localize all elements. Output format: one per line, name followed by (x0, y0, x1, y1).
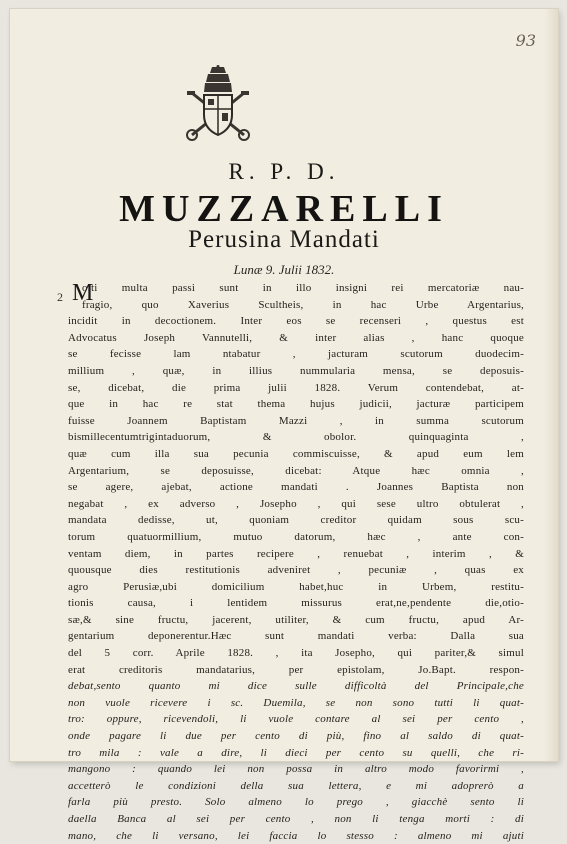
text-line: se, dicebat, die prima julii 1828. Verum contendebat, at- (68, 381, 524, 394)
text-line: tro: oppure, ricevendoli, li vuole contare al sei per cento , (68, 713, 524, 726)
text-line: se fecisse lam ntabatur , jacturam scutorum duodecim- (68, 348, 524, 361)
text-line: Argentarium, se deposuisse, dicebat: Atque hæc omnia , (68, 464, 524, 477)
text-line: se agere, ajebat, actione mandati . Joannes Baptista non (68, 481, 524, 494)
text-line: que in hac re stat thema hujus judicii, jacturæ participem (68, 398, 524, 411)
text-line: fuisse Joannem Baptistam Mazzi , in summa scutorum (68, 414, 524, 427)
document-date: Lunæ 9. Julii 1832. (233, 262, 335, 277)
text-line: quousque dies restitutionis adveniret , pecuniæ , quas ex (68, 564, 524, 577)
folio-number: 93 (515, 31, 536, 50)
text-line: gentarium deponerentur.Hæc sunt mandati verba: Dalla sua (68, 630, 524, 643)
text-line: olti multa passi sunt in illo insigni rei mercatoriæ nau- (82, 282, 524, 294)
text-line: fragio, quo Xaverius Scultheis, in hac Urbe Argentarius, (82, 298, 524, 311)
text-line: mangono : quando lei non possa in altro modo favorirmi , (68, 763, 524, 776)
text-line: onde pagare li due per cento di più, fino al saldo di quat- (68, 730, 524, 743)
text-line: debat,sento quanto mi dice sulle difficoltà del Principale,che (68, 680, 524, 693)
text-line: del 5 corr. Aprile 1828. , ita Josepho, qui pariter,& simul (68, 647, 524, 660)
text-line: agro Perusiæ,ubi domicilium habet,huc in Urbem, restitu- (68, 580, 524, 593)
text-line: tionis causa, i lentidem missurus erat,ne,pendente die,otio- (68, 597, 524, 610)
text-line: non vuole ricevere i sc. Duemila, se non sono tutti li quat- (68, 696, 524, 709)
body-text (68, 280, 524, 844)
text-line: incidit in decoctionem. Inter eos se recenseri , questus est (68, 315, 524, 328)
text-line: negabat , ex adverso , Josepho , qui sese ultro obtulerat , (68, 497, 524, 510)
drop-cap: M (72, 280, 94, 306)
text-line: millium , quæ, in illius nummularia mensa, se deposuis- (68, 364, 524, 377)
text-line: bismillecentumtrigintaduorum, & obolor. quinquaginta , (68, 431, 524, 444)
text-line: farla più presto. Solo almeno lo prego , giacchè sento li (68, 796, 524, 809)
text-line: torum quatuormillium, mutuo datorum, hæc , ante con- (68, 530, 524, 543)
title-name: MUZZARELLI (119, 188, 449, 230)
text-line: mano, che li versano, lei faccia lo stesso : almeno mi ajuti (68, 829, 524, 842)
text-line: tro mila : vale a dire, li dieci per cento su quelli, che ri- (68, 746, 524, 759)
papal-coat-of-arms-icon (182, 65, 254, 143)
document-page (10, 9, 558, 842)
title-subtitle: Perusina Mandati (188, 226, 380, 253)
text-line: sæ,& sine fructu, jacerent, utiliter, & cum fructu, apud Ar- (68, 613, 524, 626)
text-line: accetterò le condizioni della sua lettera, e mi adoprerò a (68, 779, 524, 792)
text-line: quæ cum illa sua pecunia commiscuisse, & apud eum lem (68, 447, 524, 460)
page-edge-shadow (544, 9, 558, 761)
text-line: erat creditoris mandatarius, per epistolam, Jo.Bapt. respon- (68, 663, 524, 676)
margin-mark: 2 (57, 290, 63, 304)
text-line: mandata dedisse, ut, quoniam creditor quidam sous scu- (68, 514, 524, 527)
text-line: daella Banca al sei per cento , non li tenga morti : di (68, 813, 524, 825)
text-line: ventam diem, in partes recipere , renuebat , interim , & (68, 547, 524, 560)
title-prefix: R. P. D. (228, 159, 340, 184)
text-line: Advocatus Joseph Vannutelli, & inter alias , hanc quoque (68, 331, 524, 344)
